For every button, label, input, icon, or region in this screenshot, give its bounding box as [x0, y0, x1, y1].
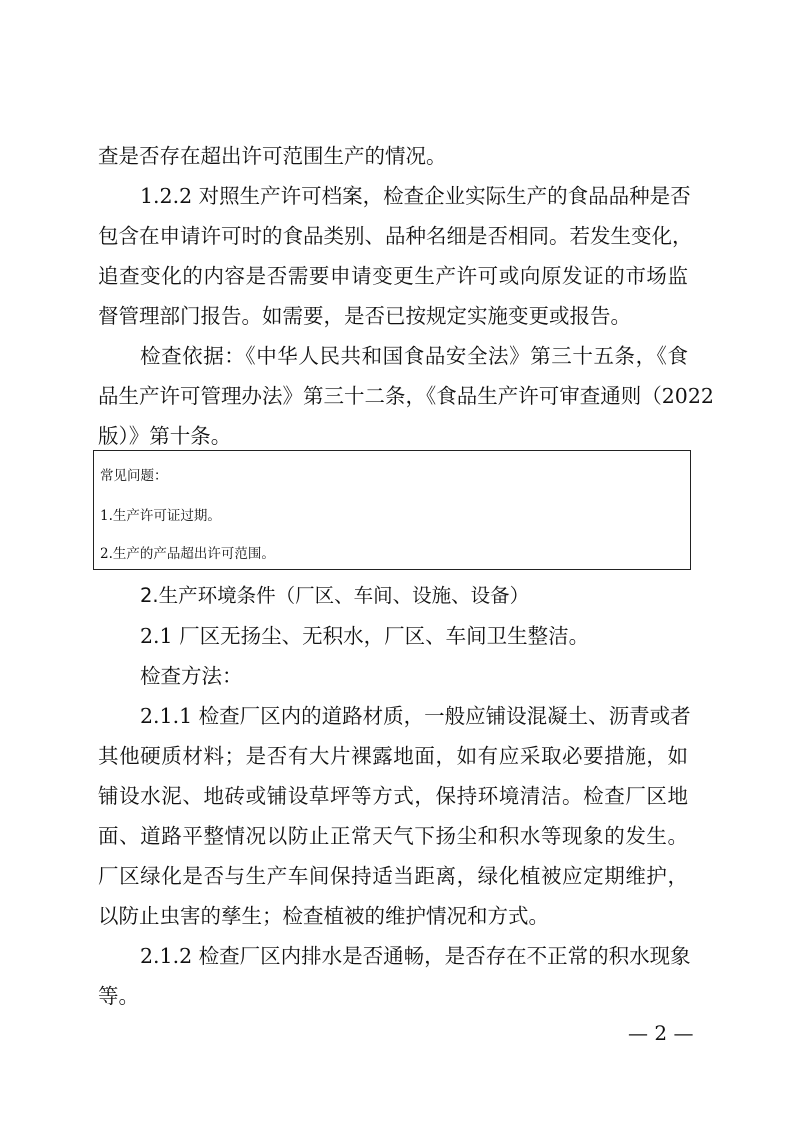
common-issue-item: 1.生产许可证过期。: [100, 508, 221, 524]
paragraph-line: 1.2.2 对照生产许可档案，检查企业实际生产的食品品种是否: [140, 184, 691, 208]
section-line: 2.1.2 检查厂区内排水是否通畅，是否存在不正常的积水现象: [140, 944, 691, 968]
section-line: 以防止虫害的孳生；检查植被的维护情况和方式。: [98, 904, 549, 928]
paragraph-line: 追查变化的内容是否需要申请变更生产许可或向原发证的市场监: [98, 264, 688, 288]
section-line: 铺设水泥、地砖或铺设草坪等方式，保持环境清洁。检查厂区地: [98, 784, 688, 808]
section-line: 2.1 厂区无扬尘、无积水，厂区、车间卫生整洁。: [140, 624, 590, 648]
section-line: 面、道路平整情况以防止正常天气下扬尘和积水等现象的发生。: [98, 824, 688, 848]
section-line: 2.1.1 检查厂区内的道路材质，一般应铺设混凝土、沥青或者: [140, 704, 691, 728]
section-line: 检查方法：: [140, 664, 243, 688]
paragraph-line: 包含在申请许可时的食品类别、品种名细是否相同。若发生变化，: [98, 224, 693, 248]
section-line: 厂区绿化是否与生产车间保持适当距离，绿化植被应定期维护，: [98, 864, 688, 888]
common-issues-title: 常见问题：: [100, 468, 168, 484]
paragraph-line: 督管理部门报告。如需要，是否已按规定实施变更或报告。: [98, 304, 631, 328]
section-line: 其他硬质材料；是否有大片裸露地面，如有应采取必要措施，如: [98, 744, 688, 768]
paragraph-line: 检查依据：《中华人民共和国食品安全法》第三十五条，《食: [140, 344, 688, 368]
common-issues-box: [93, 450, 691, 570]
common-issue-item: 2.生产的产品超出许可范围。: [100, 546, 275, 562]
section-line: 等。: [98, 984, 139, 1008]
page-number: — 2 —: [628, 1021, 694, 1045]
paragraph-line: 查是否存在超出许可范围生产的情况。: [98, 144, 447, 168]
paragraph-line: 品生产许可管理办法》第三十二条，《食品生产许可审查通则（2022: [98, 384, 714, 408]
section-heading: 2.生产环境条件（厂区、车间、设施、设备）: [140, 584, 530, 607]
paragraph-line: 版）》第十条。: [98, 424, 232, 448]
